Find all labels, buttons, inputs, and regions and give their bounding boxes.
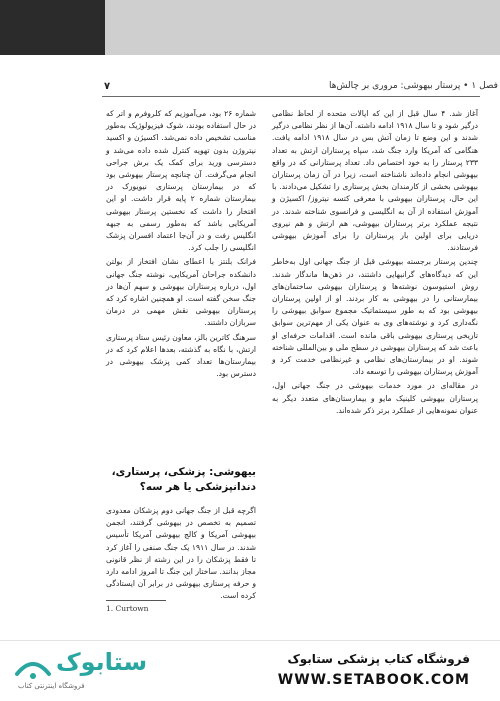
page-number: ۷ <box>104 81 111 92</box>
left-paragraph-1: شماره ۲۶ بود، می‌آموزیم که کلروفرم و اتر که در حال استفاده بودند، شوک فیزیولوژیک به‌طور مناسب تشخیص داده نمی‌شد. اکسیژن و اکسید نیتروژن بدون تهویه کنترل شده داده می‌شد و دسترسی ورید برای کمک یک برش جراحی انجام می‌گرفت. آن چنانچه پرستار بیهوشی بود که در بیمارستان پرستاری نیویورک در بیمارستان شماره ۲ پایه قرار داشت. او این افتخار را داشت که نخستین پرستار بیهوشی آمریکایی باشد که به‌طور رسمی به جبهه انگلیس رفت و در آن‌جا اعتماد افسران پزشک انگلیسی را جلب کرد. <box>106 109 256 253</box>
left-column <box>106 108 256 382</box>
logo-mark-icon <box>14 652 52 682</box>
logo-tagline: فروشگاه اینترنتی کتاب <box>18 682 85 690</box>
left-paragraph-2: فرانک بلنتز با اعطای نشان افتخار از بولتن دانشکده جراحان آمریکایی، نوشته جنگ جهانی اول، درباره پرستاران بیهوشی و سهم آن‌ها در جنگ سخن گفته است. او همچنین اشاره کرد که پرستاران بیهوشی نقش مهمی در درمان سربازان داشتند. <box>106 257 256 328</box>
top-banner <box>0 0 500 55</box>
running-head: فصل ۱ • پرستار بیهوشی: مروری بر چالش‌ها <box>328 81 498 91</box>
right-column <box>272 108 478 419</box>
store-url-link[interactable]: WWW.SETABOOK.COM <box>277 672 470 688</box>
section-paragraph: اگرچه قبل از جنگ جهانی دوم پزشکان معدودی تصمیم به تخصص در بیهوشی گرفتند، انجمن بیهوشی آمریکا و کالج بیهوشی آمریکا تأسیس شدند. در سال ۱۹۱۱ یک جنگ صنفی را آغاز کرد تا فقط پزشکان را در این رشته از نظر قانونی مجاز بدانند. ساختار این جنگ تا امروز ادامه دارد و حرفه پرستاری بیهوشی در برابر آن ایستادگی کرده است. <box>106 506 256 601</box>
footnote: 1. Curtown <box>106 604 149 613</box>
right-paragraph-3: در مقاله‌ای در مورد خدمات بیهوشی در جنگ جهانی اول، پرستاران بیهوشی کلینیک مایو و بیمارستان‌های متعدد دیگر به عنوان نمونه‌هایی از عملکرد برتر ذکر شده‌اند. <box>272 381 478 415</box>
header-rule <box>102 96 480 97</box>
store-title: فروشگاه کتاب پزشکی ستابوک <box>287 652 470 666</box>
right-paragraph-2: چندین پرستار برجسته بیهوشی قبل از جنگ جهانی اول به‌خاطر این که دیدگاه‌های گرانبهایی داشتند، در ذهن‌ها ماندگار شدند. روش استیوسون نوشته‌ها و پرستاران بیهوشی ساختمان‌های بیمارستانی را در بیهوشی به کار بردند. او از اولین پرستاران بیهوشی بود که به طور سیستماتیک مجموع سوابق بیهوشی را نگه‌داری کرد و نوشته‌های وی به عنوان یکی از مهم‌ترین سوابق تاریخی پرستاری بیهوشی باقی مانده است. اقدامات حرفه‌ای او باعث شد که پرستاران بیهوشی در سطح ملی و بین‌المللی شناخته شوند. او در بیمارستان‌های نظامی و غیرنظامی خدمت کرد و آموزش پرستاران بیهوشی را توسعه داد. <box>272 257 478 377</box>
logo-word: ستابوک <box>56 648 148 676</box>
section-heading: بیهوشی: پزشکی، پرستاری، دندانپزشکی یا هر سه؟ <box>111 466 256 493</box>
right-paragraph-1: آغاز شد. ۴ سال قبل از این که ایالات متحده از لحاظ نظامی درگیر شود و تا سال ۱۹۱۸ ادامه داشته. آن‌ها از نظر نظامی درگیر شدند و این وضع تا زمان آتش بس در سال ۱۹۱۸ ادامه یافت. هنگامی که آمریکا وارد جنگ شد، سپاه پرستاران ارتش به تعداد ۲۳۳ پرستار را به خود اختصاص داد. تعداد پرستارانی که در واقع بیهوشی انجام داده‌اند ناشناخته است، زیرا در آن زمان پرستاران بیهوشی بخشی از کارمندان بخش پرستاری را تشکیل می‌دادند. با این حال، پرستاران بیهوشی با معرفی کتسه نیتروز/ اکسیژن و آموزش استفاده از آن به انگلیسی و فرانسوی شناخته شدند. در نتیجه عملکرد برتر پرستاران بیهوشی، هم ارتش و هم نیروی دریایی برای اولین بار پرستاران را برای آموزش بیهوشی فرستادند. <box>272 109 479 253</box>
top-banner-dark-block <box>0 0 105 55</box>
footnote-rule <box>106 600 166 601</box>
top-banner-gray-block <box>105 0 500 55</box>
left-paragraph-3: سرهنگ کاترین بالز، معاون رئیس ستاد پرستاری ارتش، با نگاه به گذشته، بعدها اعلام کرد که در بیمارستان‌ها تعداد کمی پزشک بیهوشی در دسترس بود. <box>106 332 256 379</box>
store-logo[interactable] <box>14 646 148 694</box>
